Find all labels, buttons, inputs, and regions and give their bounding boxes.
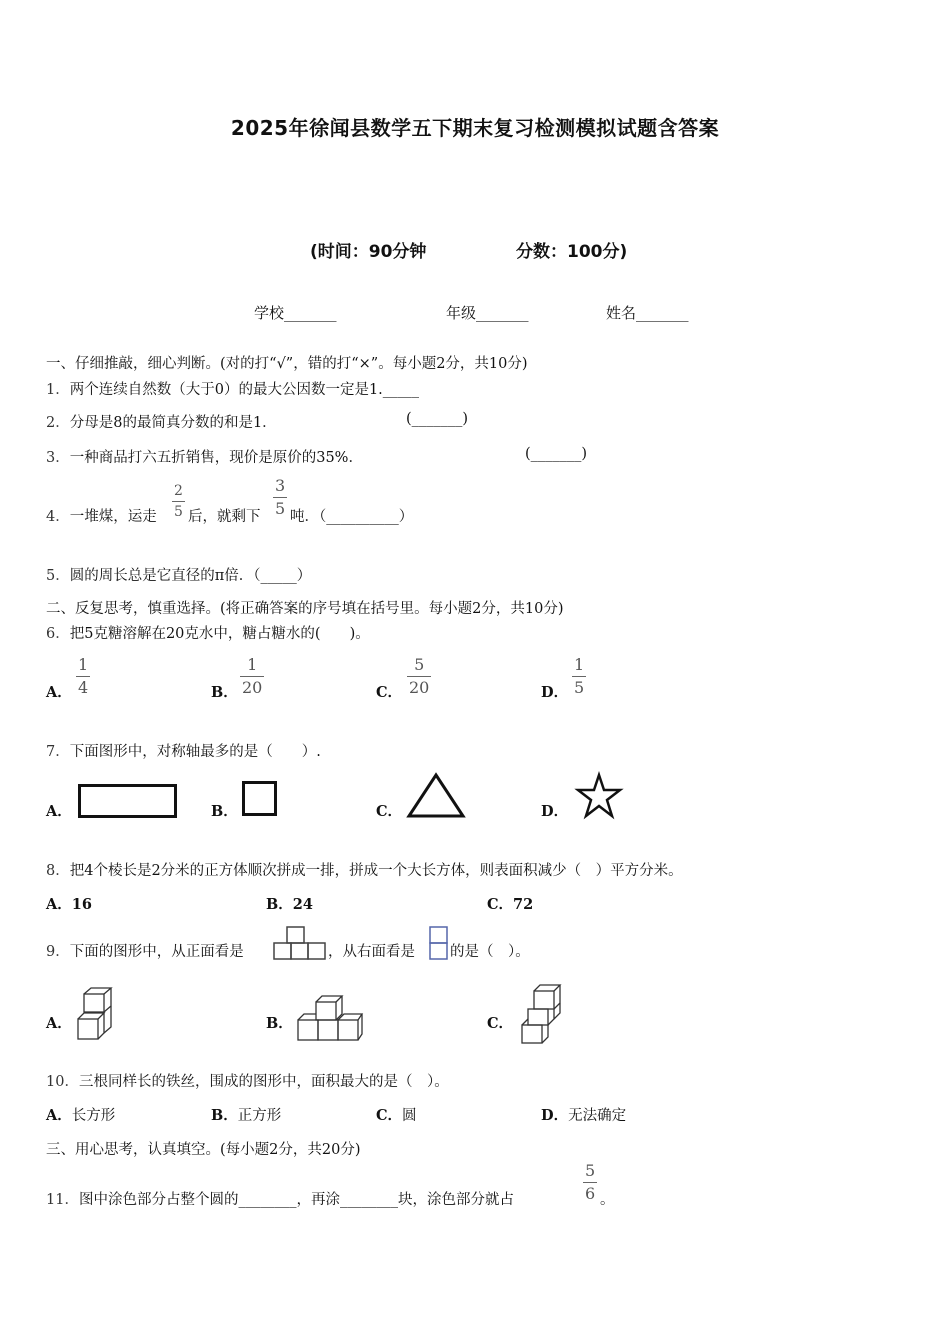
question-number: 5． [46,568,70,584]
question-number: 6． [46,626,70,642]
square-shape [242,781,278,817]
question-4 [46,505,157,526]
question-3 [46,446,363,467]
option-a[interactable]: A．16 [46,896,92,913]
question-number: 9． [46,944,70,960]
question-9 [46,940,244,961]
question-text: 把5克糖溶解在20克水中，糖占糖水的( )。 [69,626,370,642]
option-a[interactable]: A． [46,684,72,701]
option-b[interactable]: B．24 [266,896,313,913]
question-number: 3． [46,450,70,466]
question-5 [46,564,311,585]
option-d-fraction: $\frac{1}{5}$ [574,655,585,697]
option-b-fraction: $\frac{1}{20}$ [242,655,263,697]
option-a[interactable]: A．长方形 [46,1107,116,1124]
question-text: 一种商品打六五折销售，现价是原价的35%． [69,450,363,466]
option-d[interactable]: D．无法确定 [541,1107,627,1124]
option-c[interactable]: C． [487,1015,514,1032]
question-number: 7． [46,744,70,760]
option-c[interactable]: C． [376,803,403,820]
question-8 [46,859,683,880]
question-number: 10． [46,1074,79,1090]
exam-score: 分数：100分) [516,242,628,262]
option-b[interactable]: B． [211,803,238,820]
fraction: $\frac{2}{5}$ [174,483,183,520]
question-1 [46,378,419,399]
option-a[interactable]: A． [46,1015,72,1032]
question-6 [46,622,370,643]
question-text: 三根同样长的铁丝，围成的图形中，面积最大的是（ ）。 [78,1074,449,1090]
right-view-icon [428,925,450,963]
question-number: 11． [46,1192,79,1208]
question-text: 下面图形中，对称轴最多的是（ ）. [69,744,321,760]
option-b[interactable]: B．正方形 [211,1107,282,1124]
question-text-part: ，从右面看是 [328,944,415,960]
option-d[interactable]: D． [541,803,569,820]
question-10 [46,1070,449,1091]
question-text-part: 后，就剩下 [188,509,261,525]
question-number: 8． [46,863,70,879]
question-text-part: 。 [600,1192,615,1208]
question-11 [46,1188,514,1209]
school-field[interactable]: 学校_______ [254,304,337,322]
star-shape [576,773,622,819]
page-title: 2025年徐闻县数学五下期末复习检测模拟试题含答案 [230,116,720,140]
option-a-fraction: $\frac{1}{4}$ [78,655,89,697]
question-number: 2． [46,415,70,431]
option-d[interactable]: D． [541,684,569,701]
question-text-part: 吨．（__________） [290,509,414,525]
option-c[interactable]: C．圆 [376,1107,417,1124]
fraction: $\frac{5}{6}$ [585,1161,596,1203]
fraction: $\frac{3}{5}$ [275,476,286,518]
cube-stack-a [76,985,116,1045]
option-b[interactable]: B． [211,684,238,701]
option-c[interactable]: C．72 [487,896,534,913]
question-text: 图中涂色部分占整个圆的________，再涂________块，涂色部分就占 [78,1192,514,1208]
question-text: 圆的周长总是它直径的π倍．（_____） [69,568,312,584]
triangle-shape [407,773,465,819]
section-2-heading: 二、反复思考，慎重选择。(将正确答案的序号填在括号里。每小题2分，共10分) [46,601,564,617]
option-a[interactable]: A． [46,803,72,820]
exam-time: (时间：90分钟 [310,242,427,262]
cube-stack-b [296,992,366,1046]
question-text: 分母是8的最简真分数的和是1． [69,415,277,431]
name-field[interactable]: 姓名_______ [606,304,689,322]
question-text: 下面的图形中，从正面看是 [69,944,244,960]
question-number: 4． [46,509,70,525]
section-1-heading: 一、仔细推敲，细心判断。(对的打“√”，错的打“×”。每小题2分，共10分) [46,356,528,372]
answer-paren[interactable]: (_______) [406,411,469,427]
question-text: 一堆煤，运走 [69,509,157,525]
cube-stack-c [518,983,564,1047]
option-b[interactable]: B． [266,1015,293,1032]
question-7 [46,740,321,761]
question-number: 1． [46,382,70,398]
option-c[interactable]: C． [376,684,403,701]
section-3-heading: 三、用心思考，认真填空。(每小题2分，共20分) [46,1142,361,1158]
answer-paren[interactable]: (_______) [525,446,588,462]
question-2 [46,411,277,432]
question-text: 两个连续自然数（大于0）的最大公因数一定是1._____ [69,382,420,398]
option-c-fraction: $\frac{5}{20}$ [409,655,430,697]
grade-field[interactable]: 年级_______ [446,304,529,322]
front-view-icon [273,925,327,961]
question-text: 把4个棱长是2分米的正方体顺次拼成一排，拼成一个大长方体，则表面积减少（ ）平方分米。 [69,863,683,879]
rectangle-shape [78,784,178,820]
question-text-part: 的是（ ）。 [450,944,530,960]
